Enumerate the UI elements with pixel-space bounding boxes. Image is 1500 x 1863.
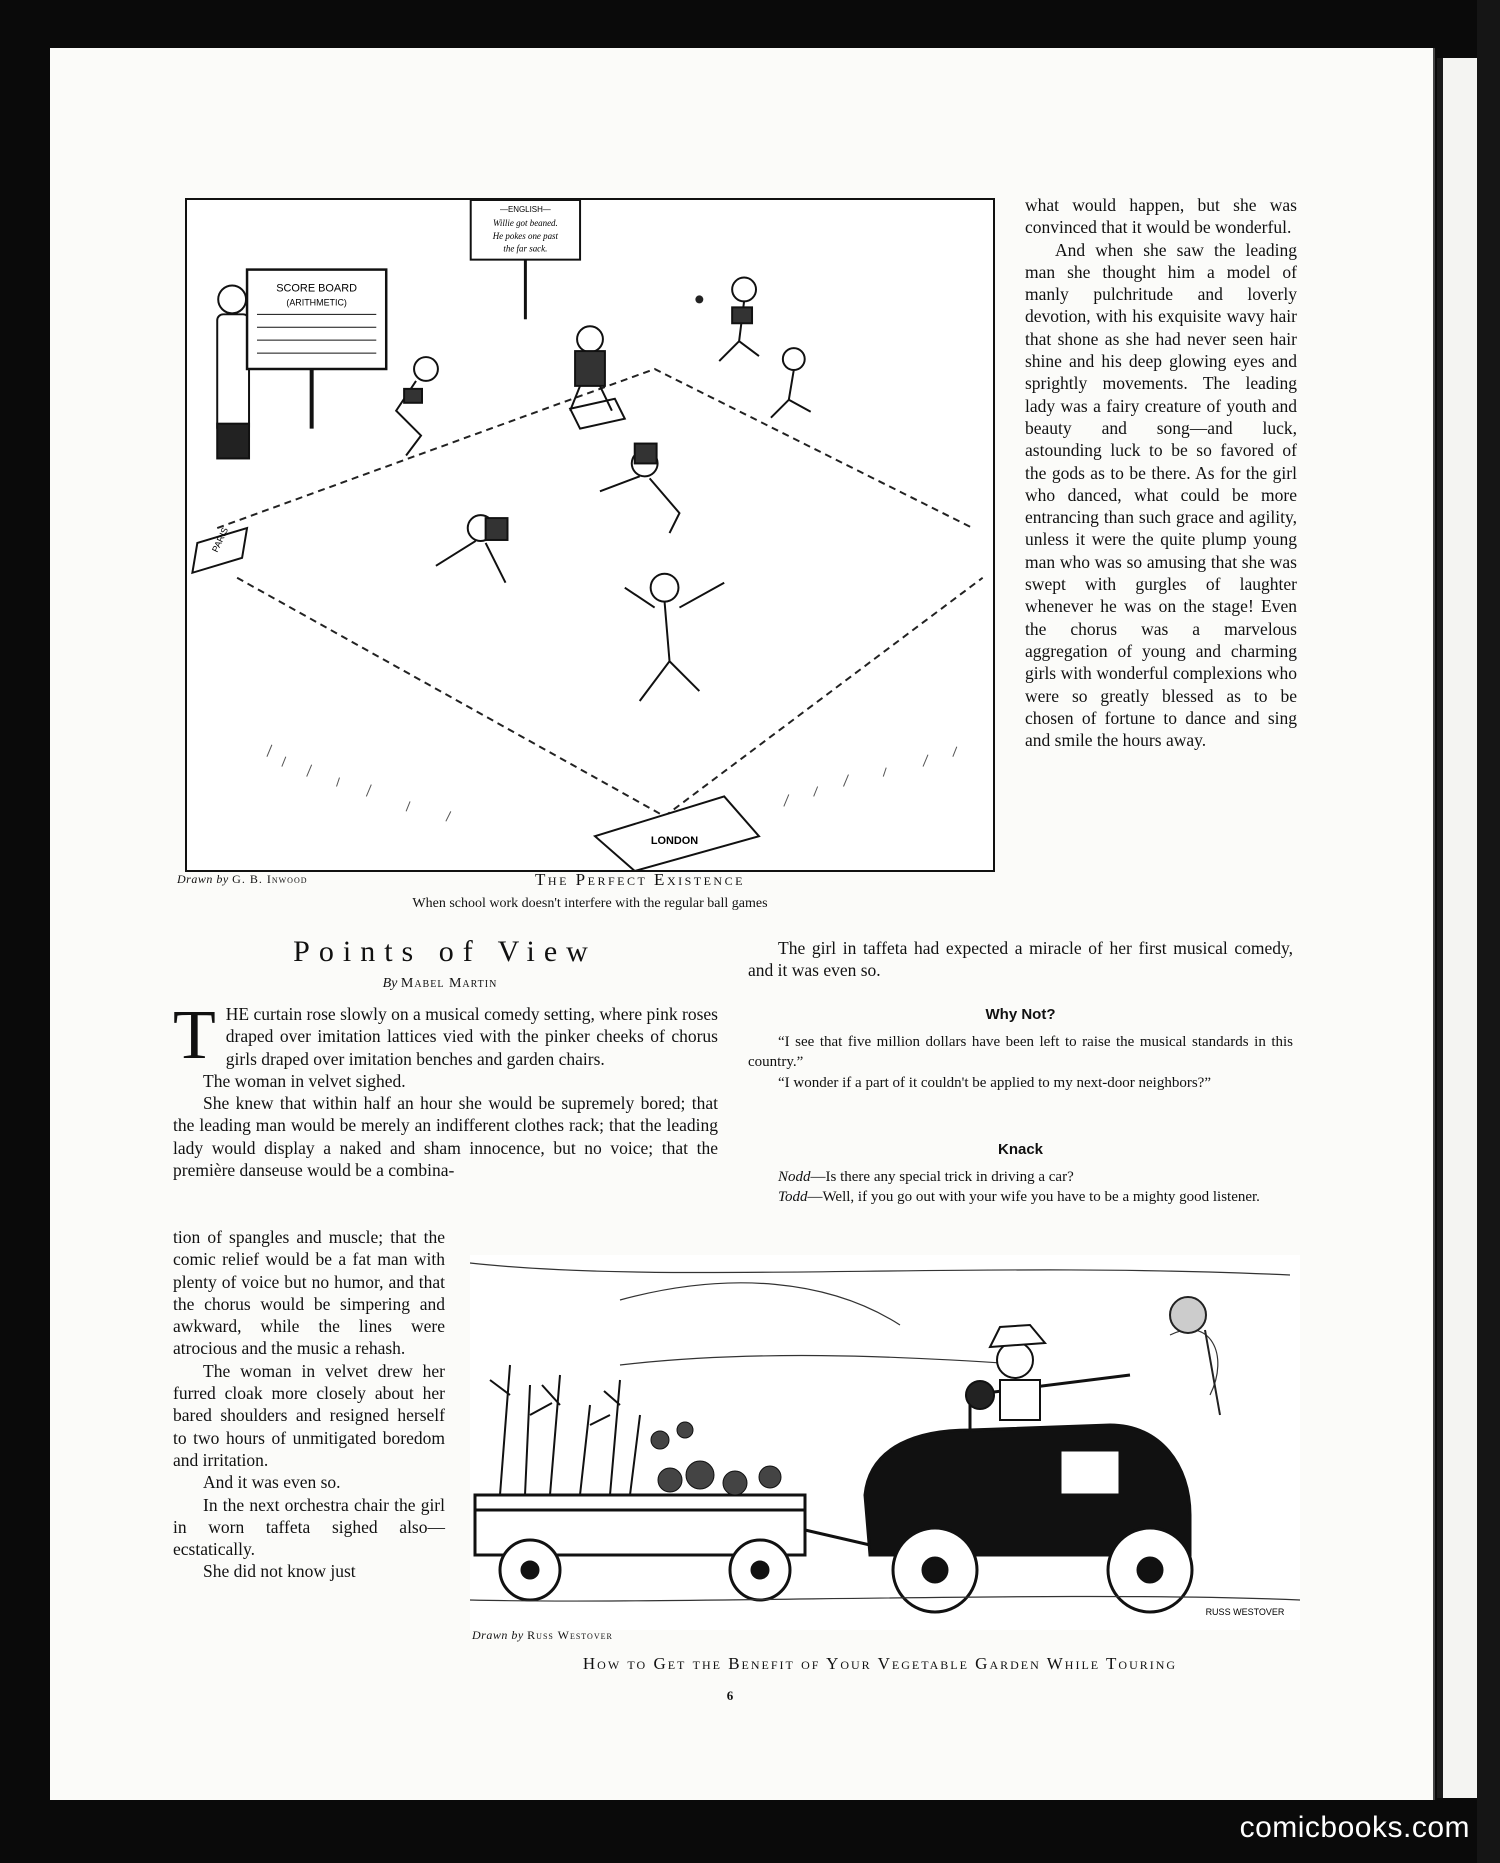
paragraph: In the next orchestra chair the girl in worn taffeta sighed also—ecstatically. — [173, 1494, 445, 1560]
paragraph: She knew that within half an hour she would be supremely bored; that the leading man would be merely an indifferent clothes rack; that the leading lady would display a naked and sham innocence, but no voice; that the première danseuse would be a combina- — [173, 1093, 718, 1181]
paragraph: tion of spangles and muscle; that the comic relief would be a fat man with plenty of voice but no humor, and that the chorus would be simpering and awkward, while the lines were atrocious and the music a rehash. — [173, 1227, 445, 1359]
column-right-continuation — [748, 937, 1293, 982]
credit-prefix: Drawn by — [472, 1628, 524, 1642]
cartoon2-credit — [472, 1628, 732, 1643]
cartoon1-subtitle: When school work doesn't interfere with the regular ball games — [412, 896, 768, 911]
base-label-bottom: LONDON — [650, 835, 699, 848]
paragraph: And it was even so. — [203, 1472, 341, 1493]
scoreboard-subtitle: (ARITHMETIC) — [286, 297, 347, 308]
paragraph-text: HE curtain rose slowly on a musical comedy setting, where pink roses draped over imitation lattices vied with the pinker cheeks of chorus girls draped over imitation benches and garden chairs. — [225, 1004, 718, 1069]
paragraph: The girl in taffeta had expected a miracle of her first musical comedy, and it was even so. — [748, 938, 1293, 981]
joke-title: Knack — [997, 1141, 1044, 1158]
paragraph: The woman in velvet sighed. — [203, 1070, 406, 1091]
site-watermark: comicbooks.com — [1239, 1811, 1470, 1844]
paragraph: The woman in velvet drew her furred cloak more closely about her bared shoulders and resigned herself to two hours of unmitigated boredom and irritation. — [173, 1360, 445, 1470]
joke-line: “I see that five million dollars have been left to raise the musical standards in this country.” — [748, 1033, 1293, 1070]
paragraph — [173, 997, 718, 1074]
speaker: Nodd — [778, 1168, 811, 1185]
cartoon2-title: How to Get the Benefit of Your Vegetable Garden While Touring — [582, 1654, 1178, 1673]
dropcap: T — [173, 997, 216, 1074]
baseball-cartoon-illustration — [187, 200, 993, 870]
cartoon-vegetable-garden — [470, 1255, 1300, 1630]
sign-line-1: Willie got beaned. — [492, 217, 558, 228]
joke-text: —Is there any special trick in driving a car? — [810, 1168, 1074, 1185]
base-label-left: PARIS — [209, 525, 231, 554]
article-title: Points of View — [293, 935, 597, 968]
joke-knack — [748, 1140, 1293, 1208]
author-name: Mabel Martin — [400, 976, 498, 991]
artist-signature: RUSS WESTOVER — [1205, 1607, 1285, 1617]
byline-prefix: By — [382, 976, 398, 991]
paragraph: She did not know just — [203, 1561, 356, 1582]
joke-line: “I wonder if a part of it couldn't be applied to my next-door neighbors?” — [778, 1074, 1211, 1091]
car-trailer-illustration — [470, 1255, 1300, 1630]
sign-title: —ENGLISH— — [500, 204, 551, 214]
joke-title: Why Not? — [985, 1006, 1056, 1023]
column-top-right — [1025, 194, 1297, 751]
artist-name: Russ Westover — [527, 1628, 613, 1642]
article-byline — [290, 976, 590, 992]
cartoon-perfect-existence — [185, 198, 995, 872]
scoreboard-title: SCORE BOARD — [276, 282, 357, 295]
paragraph: what would happen, but she was convinced that it would be wonderful. — [1025, 195, 1297, 238]
cartoon1-credit — [177, 872, 437, 887]
page-number: 6 — [726, 1688, 734, 1703]
speaker: Todd — [778, 1189, 808, 1205]
column-left-narrow — [173, 1226, 445, 1583]
artist-name: G. B. Inwood — [232, 872, 308, 886]
column-left-wide — [173, 997, 718, 1181]
joke-why-not — [748, 1005, 1293, 1093]
next-page-edge — [1437, 58, 1477, 1798]
paragraph: And when she saw the leading man she thought him a model of manly pulchritude and loverly devotion, with his exquisite wavy hair that shone as she had never seen hair shine and his deep glowing eyes and sprightly movements. The leading lady was a fairy creature of youth and beauty and song—and luck, astounding luck to be so favored of the gods as to be there. As for the girl who danced, what could be more entrancing than such grace and agility, unless it were the quite plump young man who was so amusing that she was swept with gurgles of laughter whenever he was on the stage! Even the chorus was a marvelous aggregation of young and charming girls with wonderful complexions who were so greatly blessed as to be chosen of fortune to dance and sing and smile the hours away. — [1025, 239, 1297, 751]
credit-prefix: Drawn by — [177, 872, 229, 886]
sign-line-3: the far sack. — [503, 243, 548, 254]
joke-line — [748, 1167, 1293, 1188]
scan-border — [1477, 0, 1500, 1863]
joke-text: —Well, if you go out with your wife you have to be a mighty good listener. — [807, 1189, 1260, 1205]
joke-line — [748, 1187, 1293, 1208]
sign-line-2: He pokes one past — [492, 230, 559, 241]
cartoon1-title: The Perfect Existence — [535, 870, 745, 889]
